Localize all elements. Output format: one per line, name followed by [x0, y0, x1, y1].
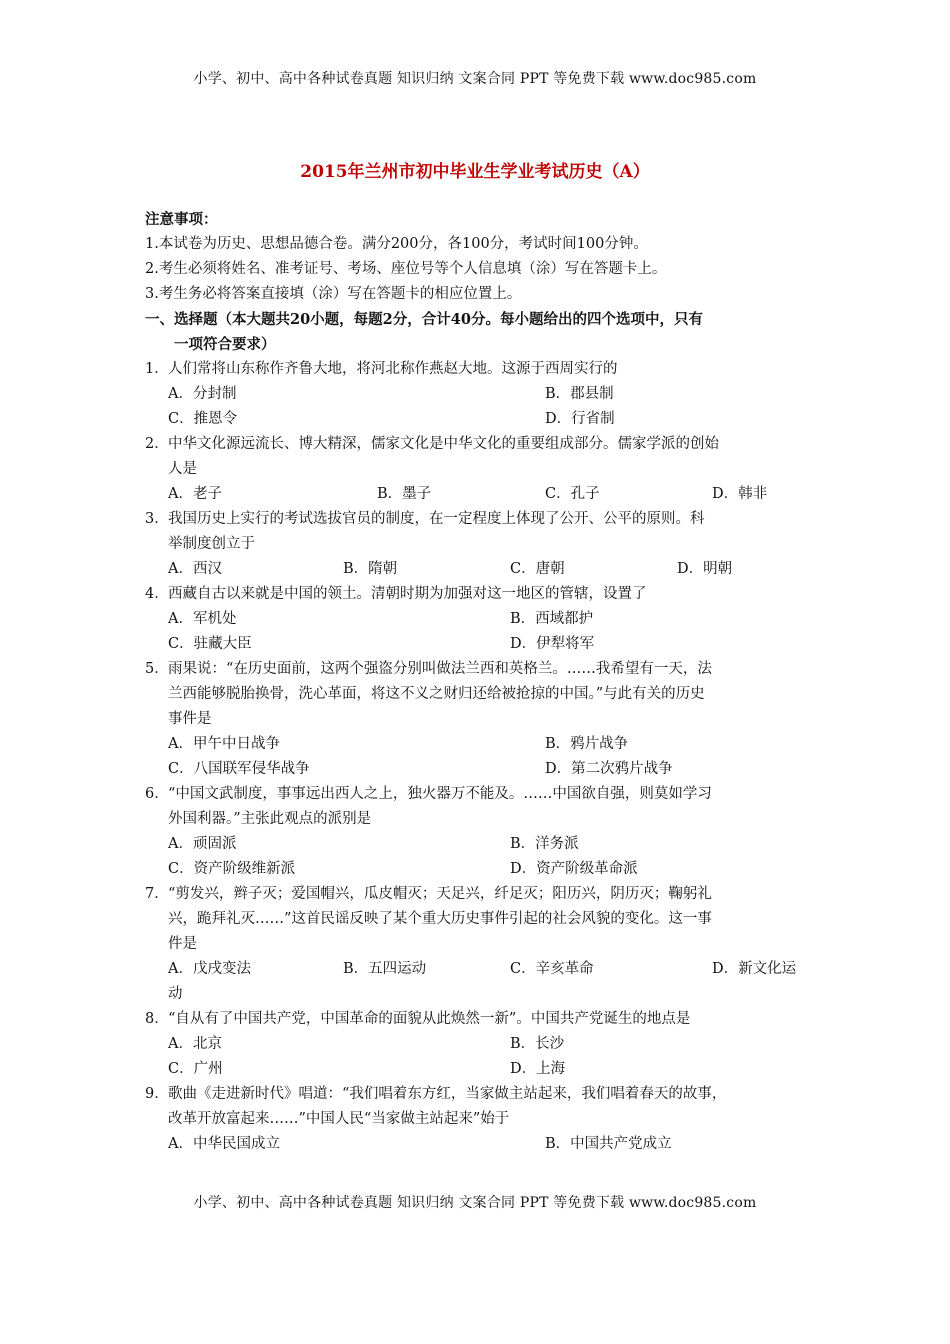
option-d[interactable]: D．明朝 — [677, 561, 733, 577]
question-text: 兴，跪拜礼灭……”这首民谣反映了某个重大历史事件引起的社会风貌的变化。这一事 — [168, 911, 712, 927]
question-7 — [145, 882, 817, 957]
note-item: 1.本试卷为历史、思想品德合卷。满分200分，各100分，考试时间100分钟。 — [145, 236, 648, 252]
option-d[interactable]: D．第二次鸦片战争 — [545, 761, 673, 777]
section-heading: 一、选择题（本大题共20小题，每题2分，合计40分。每小题给出的四个选项中，只有 — [145, 311, 703, 328]
option-b[interactable]: B．中国共产党成立 — [545, 1136, 672, 1152]
exam-content — [145, 207, 817, 1157]
question-5 — [145, 657, 817, 732]
question-text: 中华文化源远流长、博大精深，儒家文化是中华文化的重要组成部分。儒家学派的创始 — [168, 436, 719, 452]
question-number: 5． — [145, 661, 169, 677]
section-heading-cont: 一项符合要求） — [174, 336, 276, 353]
option-d[interactable]: D．伊犁将军 — [510, 636, 595, 652]
option-c[interactable]: C．广州 — [168, 1061, 223, 1077]
note-item: 2.考生必须将姓名、准考证号、考场、座位号等个人信息填（涂）写在答题卡上。 — [145, 261, 667, 277]
question-number: 1． — [145, 361, 169, 377]
question-3 — [145, 507, 817, 557]
question-text: 外国利器。”主张此观点的派别是 — [168, 811, 372, 827]
option-d[interactable]: D．上海 — [510, 1061, 566, 1077]
question-number: 4． — [145, 586, 169, 602]
note-item: 3.考生务必将答案直接填（涂）写在答题卡的相应位置上。 — [145, 286, 522, 302]
question-text: 歌曲《走进新时代》唱道：“我们唱着东方红，当家做主站起来，我们唱着春天的故事， — [168, 1086, 727, 1102]
exam-title: 2015年兰州市初中毕业生学业考试历史（A） — [300, 162, 650, 182]
question-number: 9． — [145, 1086, 169, 1102]
notes-heading: 注意事项： — [145, 211, 218, 228]
option-a[interactable]: A．甲午中日战争 — [168, 736, 280, 752]
question-text: “中国文武制度，事事远出西人之上，独火器万不能及。……中国欲自强，则莫如学习 — [168, 786, 712, 802]
question-text: 人是 — [168, 461, 197, 477]
option-d[interactable]: D．新文化运 — [712, 961, 797, 977]
option-d[interactable]: D．资产阶级革命派 — [510, 861, 638, 877]
question-number: 3． — [145, 511, 169, 527]
question-text: 兰西能够脱胎换骨，洗心革面，将这不义之财归还给被抢掠的中国。”与此有关的历史 — [168, 686, 705, 702]
question-number: 7． — [145, 886, 169, 902]
option-a[interactable]: A．军机处 — [168, 611, 237, 627]
question-text: “剪发兴，辫子灭；爱国帽兴，瓜皮帽灭；天足兴，纤足灭；阳历兴，阴历灭；鞠躬礼 — [168, 886, 712, 902]
question-6 — [145, 782, 817, 832]
question-text: 事件是 — [168, 711, 212, 727]
option-a[interactable]: A．老子 — [168, 486, 222, 502]
question-number: 8． — [145, 1011, 169, 1027]
question-text: 改革开放富起来……”中国人民“当家做主站起来”始于 — [168, 1111, 510, 1127]
question-text: 我国历史上实行的考试选拔官员的制度，在一定程度上体现了公开、公平的原则。科 — [168, 511, 705, 527]
option-b[interactable]: B．洋务派 — [510, 836, 579, 852]
option-a[interactable]: A．北京 — [168, 1036, 222, 1052]
option-a[interactable]: A．分封制 — [168, 386, 237, 402]
question-1 — [145, 357, 817, 382]
option-d[interactable]: D．行省制 — [545, 411, 615, 427]
option-d-wrap: 动 — [168, 986, 183, 1002]
option-c[interactable]: C．驻藏大臣 — [168, 636, 252, 652]
option-b[interactable]: B．西域都护 — [510, 611, 594, 627]
question-text: 人们常将山东称作齐鲁大地，将河北称作燕赵大地。这源于西周实行的 — [168, 361, 618, 377]
option-b[interactable]: B．墨子 — [377, 486, 432, 502]
option-c[interactable]: C．孔子 — [545, 486, 600, 502]
option-b[interactable]: B．郡县制 — [545, 386, 614, 402]
option-a[interactable]: A．中华民国成立 — [168, 1136, 280, 1152]
question-2 — [145, 432, 817, 482]
page-header: 小学、初中、高中各种试卷真题 知识归纳 文案合同 PPT 等免费下载 www.doc985.com — [193, 71, 757, 87]
question-4 — [145, 582, 817, 607]
question-number: 2． — [145, 436, 169, 452]
option-b[interactable]: B．五四运动 — [343, 961, 427, 977]
question-text: 西藏自古以来就是中国的领土。清朝时期为加强对这一地区的管辖，设置了 — [168, 586, 647, 602]
option-c[interactable]: C．唐朝 — [510, 561, 565, 577]
question-number: 6． — [145, 786, 169, 802]
option-a[interactable]: A．西汉 — [168, 561, 222, 577]
option-c[interactable]: C．辛亥革命 — [510, 961, 594, 977]
option-b[interactable]: B．长沙 — [510, 1036, 565, 1052]
question-text: 件是 — [168, 936, 197, 952]
option-c[interactable]: C．推恩令 — [168, 411, 238, 427]
option-a[interactable]: A．顽固派 — [168, 836, 237, 852]
option-b[interactable]: B．隋朝 — [343, 561, 398, 577]
option-d[interactable]: D．韩非 — [712, 486, 768, 502]
option-c[interactable]: C．资产阶级维新派 — [168, 861, 296, 877]
option-c[interactable]: C．八国联军侵华战争 — [168, 761, 310, 777]
option-b[interactable]: B．鸦片战争 — [545, 736, 629, 752]
question-9 — [145, 1082, 817, 1132]
question-text: “自从有了中国共产党，中国革命的面貌从此焕然一新”。中国共产党诞生的地点是 — [168, 1011, 691, 1027]
question-text: 举制度创立于 — [168, 536, 255, 552]
question-8 — [145, 1007, 817, 1032]
question-text: 雨果说：“在历史面前，这两个强盗分别叫做法兰西和英格兰。……我希望有一天，法 — [168, 661, 712, 677]
option-a[interactable]: A．戊戌变法 — [168, 961, 251, 977]
page-footer: 小学、初中、高中各种试卷真题 知识归纳 文案合同 PPT 等免费下载 www.doc985.com — [193, 1195, 757, 1211]
